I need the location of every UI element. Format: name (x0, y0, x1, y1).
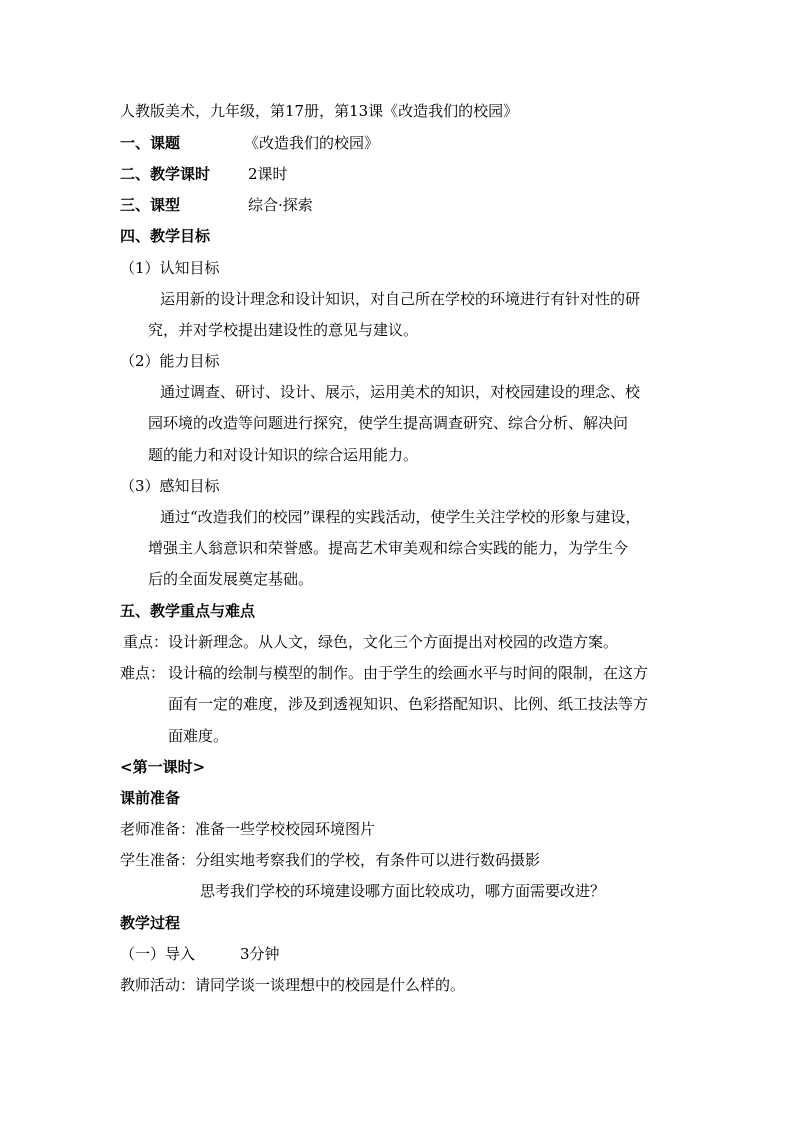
section-label: 二、教学课时 (120, 165, 211, 183)
section-label: 三、课型 (120, 196, 181, 214)
student-prep-question: 思考我们学校的环境建设哪方面比较成功，哪方面需要改进？ (200, 882, 606, 900)
section-value: 《改造我们的校园》 (244, 134, 380, 152)
goal-text-line: 增强主人翁意识和荣誉感。提高艺术审美观和综合实践的能力，为学生今 (148, 539, 629, 557)
goal-cognitive-label: （1）认知目标 (120, 259, 220, 277)
teacher-prep: 老师准备：准备一些学校校园环境图片 (120, 820, 376, 838)
key-point (123, 632, 618, 652)
process-heading: 教学过程 (120, 914, 181, 932)
difficulty-point (120, 663, 648, 683)
difficulty-text-line: 设计稿的绘制与模型的制作。由于学生的绘画水平与时间的限制，在这方 (168, 664, 649, 682)
section-periods (120, 164, 288, 184)
key-point-label: 重点： (123, 633, 169, 651)
document-header: 人教版美术，九年级，第17册，第13课《改造我们的校园》 (120, 102, 519, 120)
goal-text-line: 题的能力和对设计知识的综合运用能力。 (148, 446, 419, 464)
lesson-one-title: <第一课时> (120, 758, 206, 776)
intro-step (120, 944, 280, 964)
section-goals-heading: 四、教学目标 (120, 227, 211, 245)
section-type (120, 195, 313, 215)
section-label: 一、课题 (120, 134, 181, 152)
difficulty-text-line: 面有一定的难度，涉及到透视知识、色彩搭配知识、比例、纸工技法等方 (168, 695, 649, 713)
difficulty-label: 难点： (120, 664, 166, 682)
goal-text-line: 后的全面发展奠定基础。 (148, 570, 314, 588)
student-prep: 学生准备：分组实地考察我们的学校，有条件可以进行数码摄影 (120, 851, 541, 869)
section-value: 2课时 (248, 165, 288, 183)
intro-label: （一）导入 (120, 945, 196, 963)
goal-perception-label: （3）感知目标 (120, 477, 220, 495)
goal-text-line: 通过“改造我们的校园”课程的实践活动，使学生关注学校的形象与建设， (160, 508, 641, 526)
goal-ability-label: （2）能力目标 (120, 352, 220, 370)
section-value: 综合·探索 (248, 196, 313, 214)
prep-heading: 课前准备 (120, 789, 181, 807)
section-topic (120, 133, 379, 153)
goal-text-line: 通过调查、研讨、设计、展示，运用美术的知识，对校园建设的理念、校 (160, 383, 641, 401)
teacher-activity: 教师活动：请同学谈一谈理想中的校园是什么样的。 (120, 976, 466, 994)
goal-text-line: 究，并对学校提出建设性的意见与建议。 (148, 321, 419, 339)
intro-time: 3分钟 (240, 945, 280, 963)
goal-text-line: 园环境的改造等问题进行探究，使学生提高调查研究、综合分析、解决问 (148, 414, 629, 432)
section-focus-heading: 五、教学重点与难点 (120, 602, 256, 620)
difficulty-text-line: 面难度。 (168, 727, 229, 745)
goal-text-line: 运用新的设计理念和设计知识，对自己所在学校的环境进行有针对性的研 (160, 290, 641, 308)
key-point-text: 设计新理念。从人文，绿色，文化三个方面提出对校园的改造方案。 (168, 633, 619, 651)
